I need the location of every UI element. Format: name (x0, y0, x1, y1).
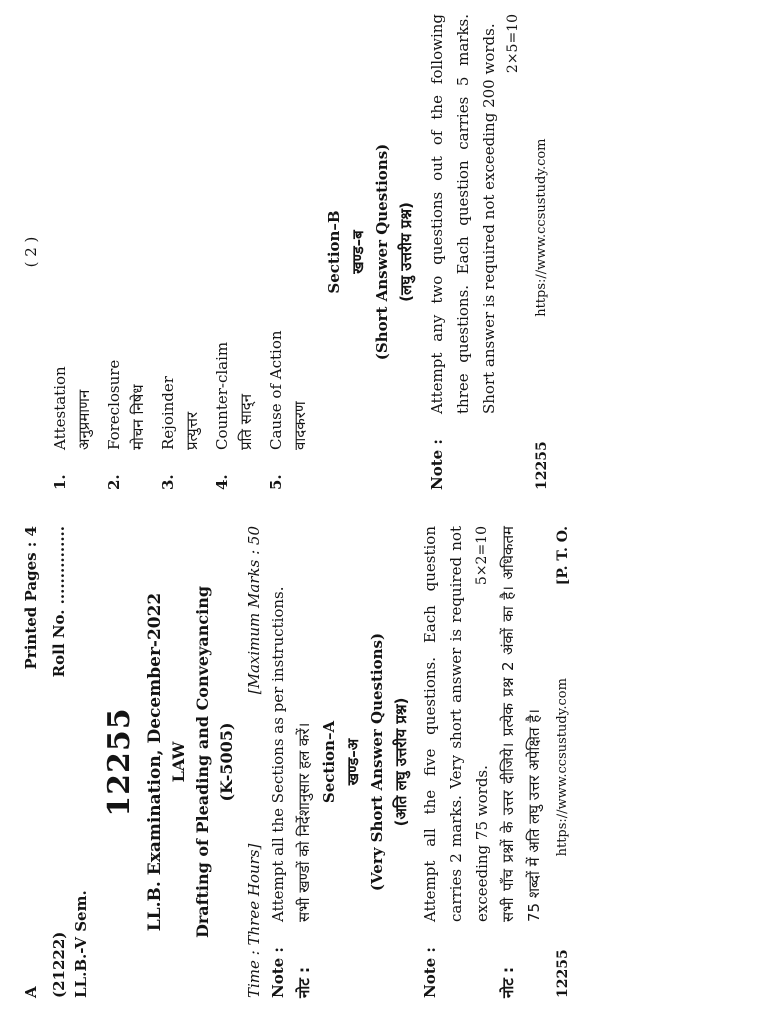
section-a-hi: खण्ड–अ (344, 738, 362, 786)
question-item (264, 14, 312, 490)
question-text: Cause of Action (267, 330, 285, 450)
note-label: Note : (269, 947, 287, 998)
question-text-hi: प्रति साद्न (237, 393, 255, 450)
section-a-subtitle-hi: (अति लघु उत्तरीय प्रश्न) (392, 697, 410, 827)
question-text: Counter-claim (213, 341, 231, 450)
page-one (0, 512, 768, 1024)
section-a-marks: 5×2=10 (474, 526, 490, 586)
section-b-subtitle-hi: (लघु उत्तरीय प्रश्न) (397, 202, 415, 302)
exam-title: LL.B. Examination, December-2022 (145, 592, 165, 932)
section-a-note-text (417, 526, 495, 922)
question-number: 3. (159, 474, 177, 490)
section-b-note-label: Note : (428, 439, 446, 490)
printed-pages: Printed Pages : 4 (22, 526, 40, 670)
section-b-hi: खण्ड–ब (349, 230, 367, 274)
pto-label: [P. T. O. (555, 526, 571, 586)
question-number: 5. (267, 474, 285, 490)
faculty-label: LAW (169, 741, 188, 783)
section-b-marks: 2×5=10 (505, 14, 521, 74)
footer-url-page2: https://www.ccsustudy.com (534, 138, 549, 317)
max-marks: [Maximum Marks : 50 (245, 526, 263, 695)
question-item (102, 14, 150, 490)
page-number: ( 2 ) (22, 236, 40, 268)
subject-title: Drafting of Pleading and Conveyancing (193, 585, 212, 939)
note-hi-text: सभी खण्डों को निर्देशानुसार हल करें। (295, 722, 313, 922)
question-text: Foreclosure (105, 359, 123, 450)
footer-url: https://www.ccsustudy.com (555, 678, 570, 857)
question-text-hi: प्रत्युत्तर (183, 411, 201, 450)
paper-number: 12255 (102, 707, 137, 817)
section-a-note-body: Attempt all the five questions. Each question carries 2 marks. Very short answer is required not exceeding 75 words. (421, 526, 491, 922)
time-label: Time : Three Hours] (245, 843, 263, 998)
question-number: 4. (213, 474, 231, 490)
section-a-title: Section–A (320, 720, 338, 804)
question-number: 2. (105, 474, 123, 490)
question-text-hi: अनुप्रमाणन (75, 389, 93, 450)
question-number: 1. (51, 474, 69, 490)
question-text: Rejoinder (159, 376, 177, 450)
question-item (210, 14, 258, 490)
footer-code: 12255 (555, 949, 571, 998)
paper-code-small: (21222) (50, 931, 68, 998)
question-text-hi: मोचन निषेध (129, 384, 147, 450)
section-a-note-hi-text: सभी पाँच प्रश्नों के उत्तर दीजिये। प्रत्येक प्रश्न 2 अंकों का है। अधिकतम 75 शब्दों में अति लघु उत्तर अपेक्षित है। (499, 526, 543, 922)
semester-label: LL.B.-V Sem. (72, 890, 90, 998)
section-b-note-text: Attempt any two questions out of the following three questions. Each question carries 5 marks. Short answer is required not exceeding 200 words. (428, 14, 498, 414)
section-a-note-hi-label: नोट : (499, 967, 517, 998)
section-a-note-label: Note : (421, 947, 439, 998)
question-item (48, 14, 96, 490)
series-label: A (22, 986, 40, 998)
roll-number: Roll No. ............... (50, 526, 68, 678)
section-a-subtitle: (Very Short Answer Questions) (368, 632, 386, 892)
question-text-hi: वादकरण (291, 401, 309, 450)
section-b-title: Section–B (325, 210, 343, 294)
note-text: Attempt all the Sections as per instructions. (269, 586, 287, 922)
course-code: (K-5005) (217, 722, 236, 802)
question-text: Attestation (51, 366, 69, 450)
footer-code-page2: 12255 (534, 441, 550, 490)
note-hi-label: नोट : (295, 967, 313, 998)
question-item (156, 14, 204, 490)
section-b-subtitle: (Short Answer Questions) (373, 143, 391, 361)
